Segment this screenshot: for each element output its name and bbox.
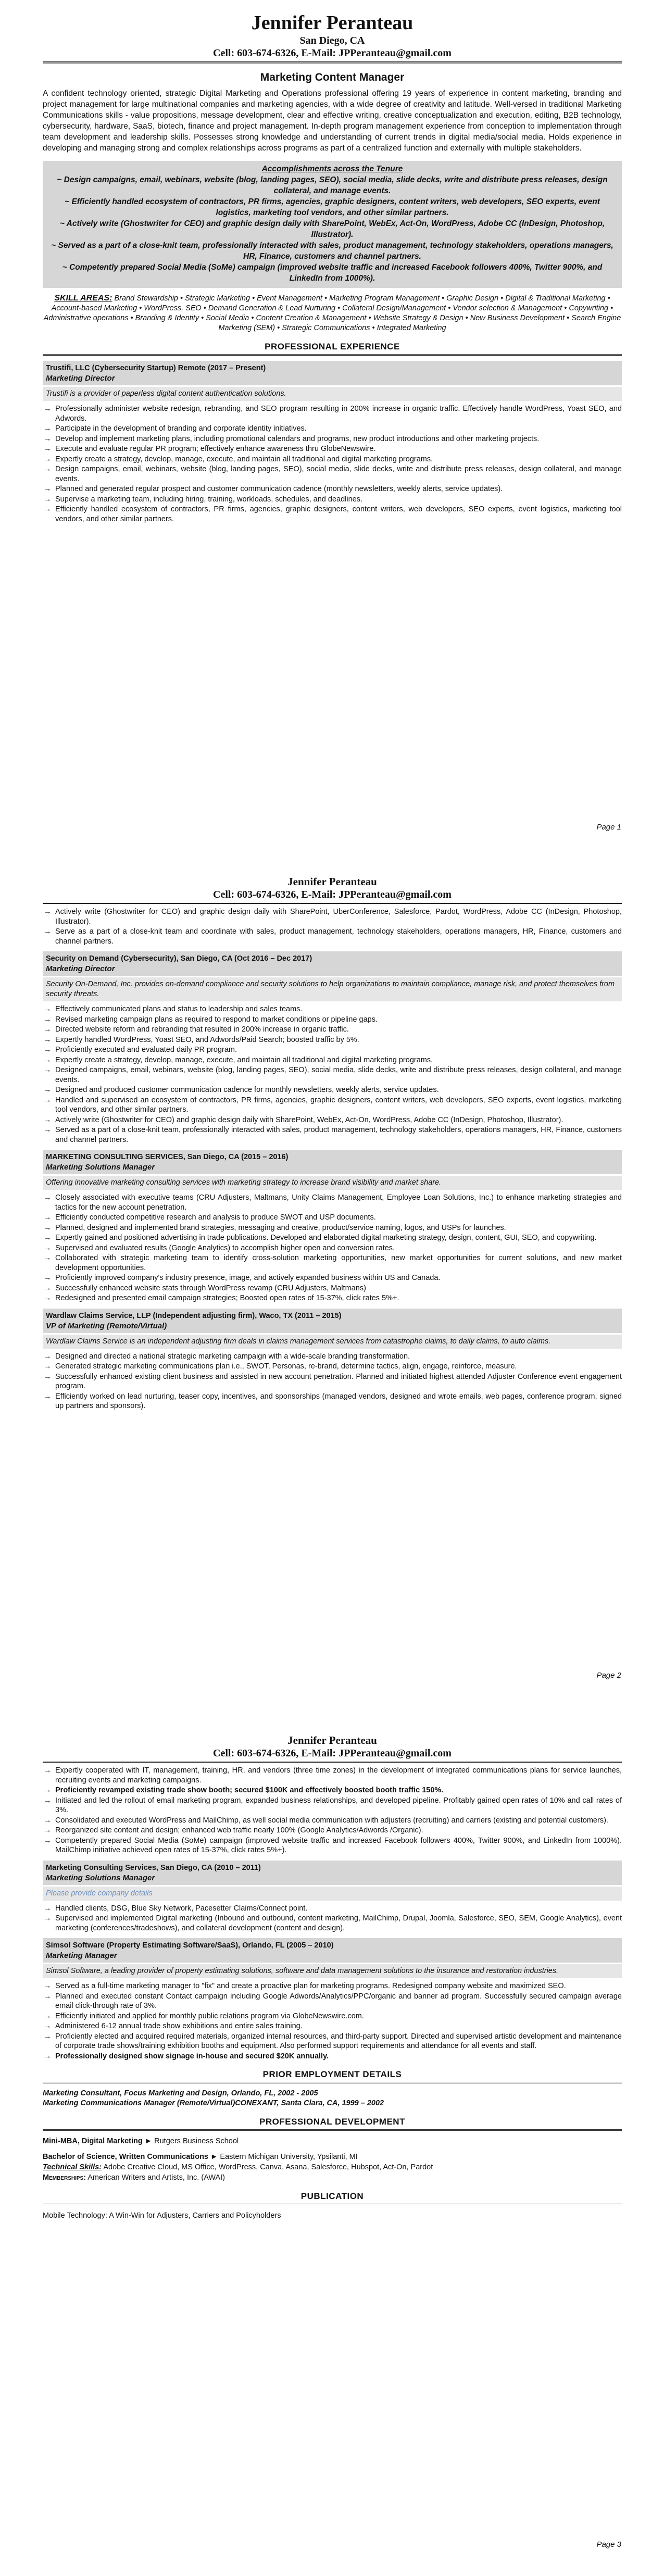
job-role: Marketing Manager — [46, 1951, 117, 1960]
company-description: Trustifi is a provider of paperless digital content authentication solutions. — [43, 387, 622, 401]
section-prior-employment: PRIOR EMPLOYMENT DETAILS — [262, 2069, 402, 2079]
company-name: MARKETING CONSULTING SERVICES, San Diego, CA (2015 – 2016) — [46, 1153, 289, 1161]
contact-line: Cell: 603-674-6326, E-Mail: JPPeranteau@gmail.com — [213, 1748, 452, 1759]
list-item: → Efficiently initiated and applied for monthly public relations program via GlobeNewswire.com. — [43, 2012, 622, 2021]
job-role: Marketing Director — [46, 374, 115, 383]
company-name: Wardlaw Claims Service, LLP (Independent adjusting firm), Waco, TX (2011 – 2015) — [46, 1311, 342, 1320]
company-name: Security on Demand (Cybersecurity), San Diego, CA (Oct 2016 – Dec 2017) — [46, 954, 312, 963]
job-role: Marketing Solutions Manager — [46, 1163, 155, 1172]
contact-line: Cell: 603-674-6326, E-Mail: JPPeranteau@gmail.com — [213, 47, 452, 59]
section-professional-experience: PROFESSIONAL EXPERIENCE — [265, 342, 400, 351]
list-item: → Collaborated with strategic marketing team to identify cross-solution marketing opportunities, new market opportunities for current solutions, and new market development opportunities. — [43, 1253, 622, 1273]
publication-title: Mobile Technology: A Win-Win for Adjusters, Carriers and Policyholders — [43, 2211, 281, 2220]
bullet-list-simsol — [43, 1981, 622, 2061]
list-item: → Professionally designed show signage in-house and secured $20K annually. — [43, 2052, 622, 2062]
list-item: → Actively write (Ghostwriter for CEO) and graphic design daily with SharePoint, WebEx, Act-On, WordPress, Adobe CC (InDesign, Photoshop, Illustrator). — [43, 1115, 622, 1125]
job-header-sod — [43, 951, 622, 976]
degree-label: Bachelor of Science, Written Communications — [43, 2153, 208, 2161]
section-professional-development: PROFESSIONAL DEVELOPMENT — [259, 2117, 405, 2127]
company-description: Wardlaw Claims Service is an independent adjusting firm deals in claims management services from catastrophe claims, to daily claims, to auto claims. — [43, 1335, 622, 1349]
candidate-name: Jennifer Peranteau — [251, 12, 414, 34]
page-1 — [0, 0, 664, 859]
list-item: → Expertly create a strategy, develop, manage, execute, and maintain all traditional and digital marketing programs. — [43, 455, 622, 464]
list-item: → Generated strategic marketing communications plan i.e., SWOT, Personas, re-brand, determine tactics, align, engage, reinforce, measure. — [43, 1362, 622, 1372]
list-item: → Expertly cooperated with IT, management, training, HR, and vendors (three time zones) in the development of integrated communications plans for service launches, recruiting events and marketing campaigns. — [43, 1766, 622, 1785]
job-role: VP of Marketing (Remote/Virtual) — [46, 1321, 167, 1330]
list-item: → Planned and generated regular prospect and customer communication cadence (monthly newsletters, weekly alerts, service updates). — [43, 484, 622, 494]
list-item: → Handled and supervised an ecosystem of contractors, PR firms, agencies, graphic designers, content writers, web developers, SEO experts, event logistics, marketing tool vendors, and other similar partners. — [43, 1096, 622, 1115]
accomplishment-item: ~ Served as a part of a close-knit team, professionally interacted with sales, product management, technology stakeholders, operations managers, HR, Finance, customers and channel partners. — [51, 241, 613, 261]
bullet-list-trustifi — [43, 404, 622, 524]
prior-job: Marketing Communications Manager (Remote/Virtual)CONEXANT, Santa Clara, CA, 1999 – 2002 — [43, 2099, 384, 2107]
section-publication: PUBLICATION — [300, 2191, 364, 2201]
technical-skills — [43, 2162, 622, 2172]
bullet-list-sod — [43, 1004, 622, 1145]
degree-label: Mini-MBA, Digital Marketing — [43, 2137, 143, 2145]
candidate-name: Jennifer Peranteau — [287, 875, 377, 888]
prior-job: Marketing Consultant, Focus Marketing and Design, Orlando, FL, 2002 - 2005 — [43, 2089, 318, 2097]
section-rule — [43, 2129, 622, 2131]
list-item: → Successfully enhanced website stats through WordPress revamp (CRU Adjusters, Maltmans) — [43, 1284, 622, 1293]
list-item: → Reorganized site content and design; enhanced web traffic nearly 100% (Google Analytics/Adwords /Organic). — [43, 1826, 622, 1836]
skill-areas-text: Brand Stewardship • Strategic Marketing • Event Management • Marketing Program Management • Graphic Design • Digital & Traditional Marketing • Account-based Marketing • WordPress, SEO • Demand Generation & Lead Nurturing • Collateral Design/Management • Vendor selection & Management • Copywriting • Administrative operations • Branding & Identity • Social Media • Content Creation & Management • Website Strategy & Design • New Business Development • Search Engine Marketing (SEM) • Strategic Communications • Integrated Marketing — [43, 294, 621, 332]
section-rule — [43, 354, 622, 356]
list-item: → Develop and implement marketing plans, including promotional calendars and programs, new product introductions and other marketing projects. — [43, 434, 622, 444]
list-item: → Efficiently handled ecosystem of contractors, PR firms, agencies, graphic designers, content writers, web developers, SEO experts, event logistics, marketing tool vendors, and other similar partners. — [43, 505, 622, 524]
list-item: → Planned, designed and implemented brand strategies, messaging and creative, product/service naming, logos, and USPs for launches. — [43, 1223, 622, 1233]
company-description: Simsol Software, a leading provider of property estimating solutions, software and data management solutions to the insurance and restoration industries. — [43, 1964, 622, 1978]
section-rule — [43, 2082, 622, 2083]
bullet-list-mcs-2010 — [43, 1904, 622, 1933]
list-item: → Redesigned and presented email campaign strategies; Boosted open rates of 15-37%, click rates 5%+. — [43, 1293, 622, 1303]
section-rule — [43, 2204, 622, 2205]
list-item: → Proficiently revamped existing trade show booth; secured $100K and effectively boosted booth traffic 150%. — [43, 1786, 622, 1795]
list-item: → Proficiently elected and acquired required materials, organized internal resources, and third-party support. Directed and supervised artistic development and maintenance of corporate trade shows/training exhibition booths and equipment. Also performed support requirements and attendance for all events and staff. — [43, 2032, 622, 2051]
list-item: → Planned and executed constant Contact campaign including Google Adwords/Analytics/PPC/organic and banner ad program. Successfully secured campaign average email click-through rate of 3%. — [43, 1992, 622, 2011]
list-item: → Successfully enhanced existing client business and assisted in new account penetration. Planned and initiated highest attended Adjuster Conference event engagement program. — [43, 1372, 622, 1391]
list-item: → Design campaigns, email, webinars, website (blog, landing pages, SEO), social media, slide decks, write and distribute press releases, design collateral, and manage events. — [43, 464, 622, 484]
accomplishments-heading: Accomplishments across the Tenure — [261, 165, 403, 173]
list-item: → Supervised and implemented Digital marketing (Inbound and outbound, content marketing, MailChimp, Drupal, Joomla, Salesforce, SEO, SEM, Google Analytics), event marketing (conferences/tradeshows), and collateral development (content and design). — [43, 1914, 622, 1933]
page-3 — [0, 1717, 664, 2576]
list-item: → Actively write (Ghostwriter for CEO) and graphic design daily with SharePoint, UberConference, Salesforce, Pardot, WordPress, Adobe CC (InDesign, Photoshop, Illustrator). — [43, 907, 622, 926]
company-description: Please provide company details — [43, 1887, 622, 1901]
company-description: Security On-Demand, Inc. provides on-demand compliance and security solutions to help organizations to maintain compliance, manage risk, and protect themselves from security threats. — [43, 977, 622, 1001]
list-item: → Served as a full-time marketing manager to "fix" and create a proactive plan for marketing programs. Redesigned company website and maximized SEO. — [43, 1981, 622, 1991]
list-item: → Directed website reform and rebranding that resulted in 200% increase in organic traffic. — [43, 1025, 622, 1035]
list-item: → Served as a part of a close-knit team, professionally interacted with sales, product management, technology stakeholders, operations managers, HR, Finance, customers and channel partners. — [43, 1125, 622, 1145]
education-bachelor — [43, 2152, 622, 2162]
list-item: → Efficiently worked on lead nurturing, teaser copy, incentives, and sponsorships (managed vendors, designed and wrote emails, web pages, conference program, signed up partners and sponsors). — [43, 1392, 622, 1411]
bullet-list-wardlaw-cont — [43, 1766, 622, 1855]
list-item: → Effectively communicated plans and status to leadership and sales teams. — [43, 1004, 622, 1014]
location: San Diego, CA — [299, 35, 365, 46]
page-2 — [0, 859, 664, 1717]
header-rule — [43, 61, 622, 62]
list-item: → Expertly handled WordPress, Yoast SEO, and Adwords/Paid Search; boosted traffic by 5%. — [43, 1035, 622, 1045]
list-item: → Participate in the development of branding and corporate identity initiatives. — [43, 424, 622, 434]
page-number: Page 3 — [596, 2540, 621, 2549]
contact-line: Cell: 603-674-6326, E-Mail: JPPeranteau@gmail.com — [213, 889, 452, 900]
company-name: Simsol Software (Property Estimating Software/SaaS), Orlando, FL (2005 – 2010) — [46, 1941, 334, 1950]
list-item: → Closely associated with executive teams (CRU Adjusters, Maltmans, Unity Claims Management, Employee Loan Solutions, Inc.) to enhance marketing strategies and tactics for the new account penetration. — [43, 1193, 622, 1212]
accomplishment-item: ~ Actively write (Ghostwriter for CEO) and graphic design daily with SharePoint, WebEx, Act-On, WordPress, Adobe CC (InDesign, Photoshop, Illustrator). — [59, 219, 605, 239]
job-role: Marketing Director — [46, 964, 115, 973]
list-item: → Handled clients, DSG, Blue Sky Network, Pacesetter Claims/Connect point. — [43, 1904, 622, 1914]
list-item: → Proficiently improved company's industry presence, image, and actively expanded business within US and Canada. — [43, 1273, 622, 1283]
page-number: Page 2 — [596, 1671, 621, 1680]
bullet-list-trustifi-cont — [43, 907, 622, 946]
job-header-trustifi — [43, 361, 622, 385]
company-name: Trustifi, LLC (Cybersecurity Startup) Remote (2017 – Present) — [46, 364, 266, 372]
list-item: → Supervised and evaluated results (Google Analytics) to accomplish higher open and conversion rates. — [43, 1243, 622, 1253]
school-name: ► Eastern Michigan University, Ypsilanti, MI — [210, 2153, 358, 2161]
list-item: → Serve as a part of a close-knit team and coordinate with sales, product management, technology stakeholders, operations managers, HR, Finance, customers and channel partners. — [43, 927, 622, 946]
list-item: → Expertly create a strategy, develop, manage, execute, and maintain all traditional and digital marketing programs. — [43, 1055, 622, 1065]
list-item: → Expertly gained and positioned advertising in trade publications. Developed and elaborated digital marketing strategy, design, content, GUI, SEO, and copywriting. — [43, 1233, 622, 1243]
header-rule — [43, 1762, 622, 1763]
technical-skills-text: Adobe Creative Cloud, MS Office, WordPress, Canva, Asana, Salesforce, Hubspot, Act-On, Pardot — [103, 2163, 433, 2171]
skill-areas — [43, 293, 622, 333]
list-item: → Supervise a marketing team, including hiring, training, workloads, schedules, and deadlines. — [43, 495, 622, 505]
list-item: → Consolidated and executed WordPress and MailChimp, as well social media communication with adjusters (recruiting) and carriers (existing and potential customers). — [43, 1816, 622, 1826]
list-item: → Designed and directed a national strategic marketing campaign with a wide-scale branding transformation. — [43, 1352, 622, 1362]
list-item: → Revised marketing campaign plans as required to respond to market conditions or pipeline gaps. — [43, 1015, 622, 1025]
bullet-list-mcs-2015 — [43, 1193, 622, 1303]
skill-areas-label: SKILL AREAS: — [54, 294, 112, 303]
company-description: Offering innovative marketing consulting services with marketing strategy to increase brand visibility and market share. — [43, 1176, 622, 1190]
summary: A confident technology oriented, strategic Digital Marketing and Operations professional offering 19 years of experience in content marketing, branding and project management for large multinational companies and marketing agencies, with a wide degree of creativity and latitude. Well-versed in traditional Marketing Communications skills - value propositions, message development, clear and effective writing, creative conceptualization and execution, editing, B2B technology, cybersecurity, hardware, SaaS, biotech, finance and project management. In-depth program management experience from conception to implementation through team development and leadership skills. Possesses strong knowledge and understanding of current trends in digital media/social media. Holds experience in developing and managing strong and complex relationships across programs as part of a centralized function and externally with multiple stakeholders. — [43, 89, 622, 153]
header-rule — [43, 903, 622, 904]
page-number: Page 1 — [596, 823, 621, 832]
list-item: → Efficiently conducted competitive research and analysis to produce SWOT and USP documents. — [43, 1213, 622, 1223]
list-item: → Competently prepared Social Media (SoMe) campaign (improved website traffic and increased Facebook followers 400%, Twitter 900%, and LinkedIn from 1000%). MailChimp initiative achieved open rates of 15-37%, click rates 5%+). — [43, 1836, 622, 1855]
job-header-simsol — [43, 1938, 622, 1963]
accomplishment-item: ~ Efficiently handled ecosystem of contractors, PR firms, agencies, graphic designers, content writers, web developers, SEO experts, event logistics, marketing tool vendors, and other similar partners. — [65, 197, 600, 217]
list-item: → Initiated and led the rollout of email marketing program, expanded business relationships, and developed pipeline. Profitably gained open rates of 10% and call rates of 3%. — [43, 1796, 622, 1815]
accomplishments-box — [43, 161, 622, 288]
job-role: Marketing Solutions Manager — [46, 1873, 155, 1882]
company-name: Marketing Consulting Services, San Diego, CA (2010 – 2011) — [46, 1863, 261, 1872]
list-item: → Administered 6-12 annual trade show exhibitions and entire sales training. — [43, 2021, 622, 2031]
list-item: → Designed campaigns, email, webinars, website (blog, landing pages, SEO), social media, slide decks, write and distribute press releases, design collateral, and manage events. — [43, 1065, 622, 1085]
accomplishment-item: ~ Competently prepared Social Media (SoMe) campaign (improved website traffic and increased Facebook followers 400%, Twitter 900%, and LinkedIn from 1000%). — [62, 263, 603, 283]
list-item: → Execute and evaluate regular PR program; effectively enhance awareness thru GlobeNewswire. — [43, 444, 622, 454]
education-mini-mba — [43, 2136, 622, 2146]
list-item: → Designed and produced customer communication cadence for monthly newsletters, weekly alerts, service updates. — [43, 1085, 622, 1095]
bullet-list-wardlaw — [43, 1352, 622, 1411]
technical-skills-label: Technical Skills: — [43, 2163, 102, 2171]
job-header-mcs-2015 — [43, 1150, 622, 1174]
candidate-name: Jennifer Peranteau — [287, 1734, 377, 1746]
list-item: → Proficiently executed and evaluated daily PR program. — [43, 1045, 622, 1055]
memberships-text: American Writers and Artists, Inc. (AWAI) — [87, 2173, 225, 2182]
memberships-label: Memberships: — [43, 2173, 86, 2182]
school-name: ► Rutgers Business School — [144, 2137, 239, 2145]
job-header-mcs-2010 — [43, 1861, 622, 1885]
list-item: → Professionally administer website redesign, rebranding, and SEO program resulting in 200% increase in organic traffic. Effectively handle WordPress, Yoast SEO, and Adwords. — [43, 404, 622, 423]
accomplishment-item: ~ Design campaigns, email, webinars, website (blog, landing pages, SEO), social media, slide decks, write and distribute press releases, design collateral, and manage events. — [57, 175, 608, 195]
memberships — [43, 2172, 622, 2183]
resume-title: Marketing Content Manager — [260, 71, 405, 83]
job-header-wardlaw — [43, 1309, 622, 1333]
